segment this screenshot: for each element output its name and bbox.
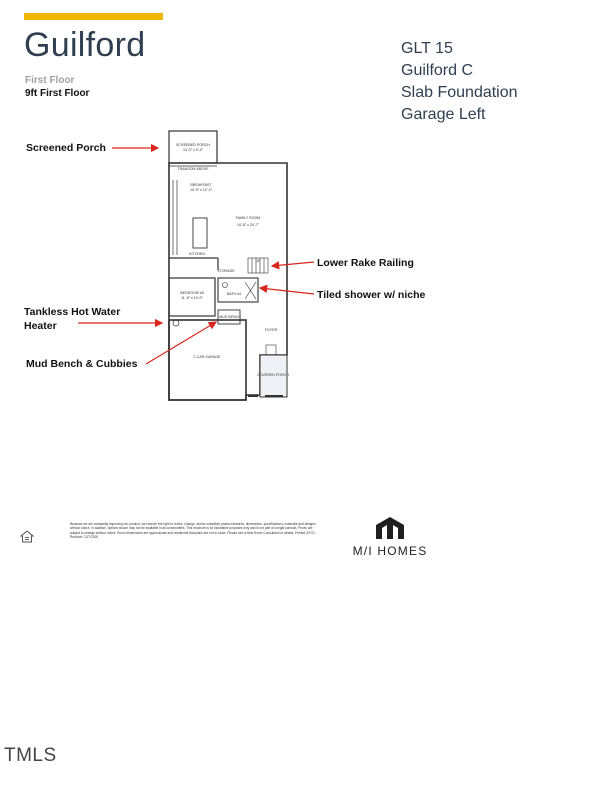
plan-label-family-room-dim: 14'-8" x 20'-7" <box>236 223 260 227</box>
plan-label-bath: BATH #4 <box>226 292 242 296</box>
brand-name: M/I HOMES <box>352 544 428 558</box>
callout-screened-porch: Screened Porch <box>26 142 106 154</box>
plan-label-up: UP <box>255 259 261 263</box>
arrow-lower-rake-railing <box>272 262 314 266</box>
lot-number: GLT 15 <box>401 40 453 57</box>
plan-label-screened-porch: SCREENED PORCH <box>176 143 210 147</box>
plan-label-storage: STORAGE <box>217 269 235 273</box>
plan-label-breakfast-dim: 14'-9" x 12'-0" <box>189 188 213 192</box>
callout-lower-rake-railing: Lower Rake Railing <box>317 257 414 269</box>
plan-label-bedroom: BEDROOM #5 <box>180 291 204 295</box>
plan-label-kitchen: KITCHEN <box>189 252 205 256</box>
plan-label-covered-porch: COVERED PORCH <box>257 373 289 377</box>
callout-tankless-line2: Heater <box>24 320 57 332</box>
callout-tiled-shower: Tiled shower w/ niche <box>317 289 426 301</box>
equal-housing-icon <box>20 530 34 543</box>
kitchen-island <box>193 218 207 248</box>
garage-orientation: Garage Left <box>401 106 486 123</box>
screened-porch-room <box>169 131 217 163</box>
plan-title: Guilford <box>24 26 146 64</box>
callout-mud-bench: Mud Bench & Cubbies <box>26 358 138 370</box>
legal-disclaimer: Because we are constantly improving our product, we reserve the right to revise, change, and/or substitute product features, dimensions, specifications, materials and designs without notice. In addition, options shown may not be available in all communities. This brochure is for illustrative purposes only and is not part of a legal contract. Prices are subject to change without notice. Room dimensions are approximate and residential floorplans are not to scale. Please see a New Home Consultant for details. Printed 3/7/21. Revision: 12/7/2020 <box>70 522 316 539</box>
mls-watermark: TMLS <box>4 745 57 766</box>
plan-label-bedroom-dim: 11'-8" x 10'-0" <box>181 296 203 300</box>
plan-label-transom: TRANSOM ABOVE <box>177 167 209 171</box>
foundation-type: Slab Foundation <box>401 84 518 101</box>
plan-label-breakfast: BREAKFAST <box>190 183 212 187</box>
plan-elevation: Guilford C <box>401 62 474 79</box>
ceiling-label: 9ft First Floor <box>25 88 90 99</box>
bath-room <box>218 278 258 302</box>
plan-label-foyer: FOYER <box>264 328 278 332</box>
plan-label-screened-porch-dim: 13'-0" x 9'-0" <box>182 148 204 152</box>
plan-label-mud-bench: MUD BENCH <box>219 315 241 319</box>
garage-room <box>169 320 246 400</box>
floor-label: First Floor <box>25 75 75 86</box>
plan-label-family-room: FAMILY ROOM <box>235 216 261 220</box>
plan-label-garage: 2-CAR GARAGE <box>193 355 221 359</box>
callout-tankless-line1: Tankless Hot Water <box>24 306 121 318</box>
